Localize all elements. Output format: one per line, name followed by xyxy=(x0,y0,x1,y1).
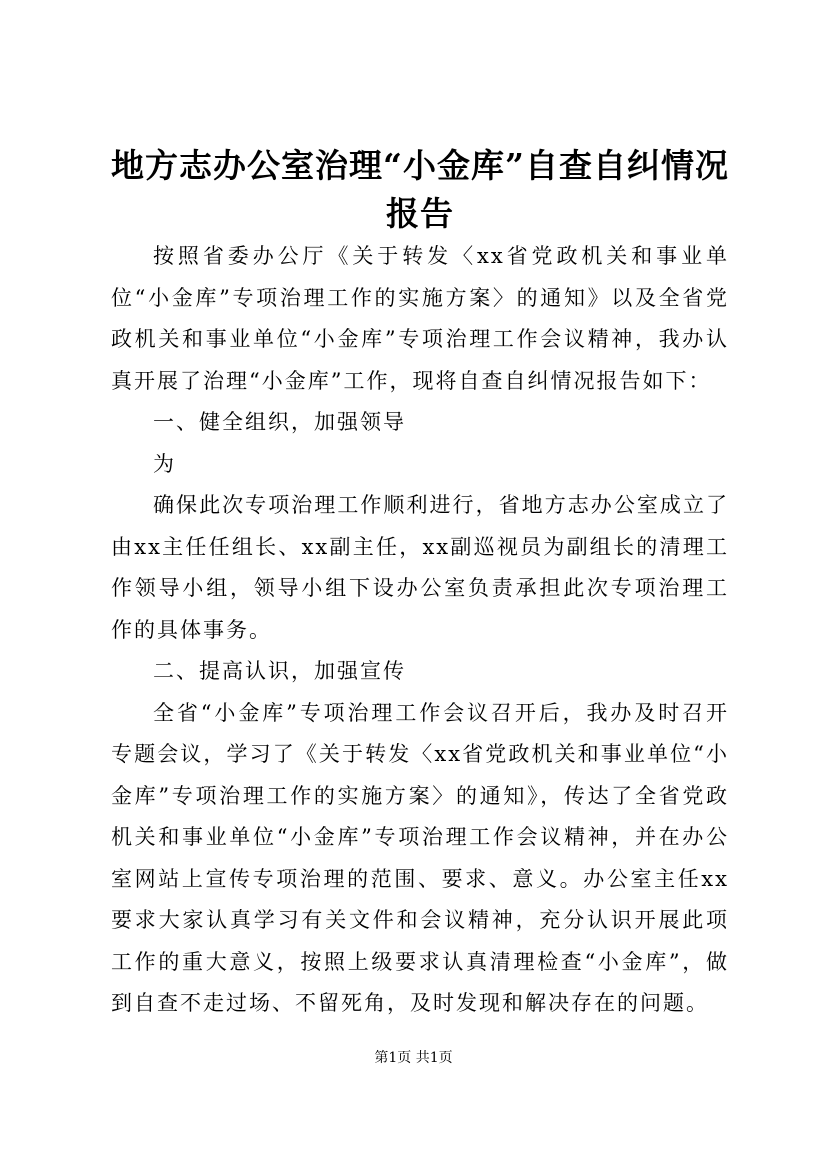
page-footer: 第1页 共1页 xyxy=(374,1050,453,1066)
document-body xyxy=(111,236,729,1025)
intro-paragraph: 按照省委办公厅《关于转发〈xx省党政机关和事业单位“小金库”专项治理工作的实施方案〉的通知》以及全省党政机关和事业单位“小金库”专项治理工作会议精神，我办认真开展了治理“小金库”工作，现将自查自纠情况报告如下： xyxy=(111,244,729,393)
document-title: 地方志办公室治理“小金库”自查自纠情况报告 xyxy=(111,146,729,233)
paragraph-fragment: 为 xyxy=(153,451,176,476)
section-2-paragraph: 全省“小金库”专项治理工作会议召开后，我办及时召开专题会议，学习了《关于转发〈xx省党政机关和事业单位“小金库”专项治理工作的实施方案〉的通知》，传达了全省党政机关和事业单位“小金库”专项治理工作会议精神，并在办公室网站上宣传专项治理的范围、要求、意义。办公室主任xx要求大家认真学习有关文件和会议精神，充分认识开展此项工作的重大意义，按照上级要求认真清理检查“小金库”，做到自查不走过场、不留死角，及时发现和解决存在的问题。 xyxy=(111,700,729,1015)
section-1-paragraph: 确保此次专项治理工作顺利进行，省地方志办公室成立了由xx主任任组长、xx副主任，xx副巡视员为副组长的清理工作领导小组，领导小组下设办公室负责承担此次专项治理工作的具体事务。 xyxy=(111,493,729,642)
section-heading-1: 一、健全组织，加强领导 xyxy=(153,410,406,434)
section-heading-2: 二、提高认识，加强宣传 xyxy=(153,659,406,683)
